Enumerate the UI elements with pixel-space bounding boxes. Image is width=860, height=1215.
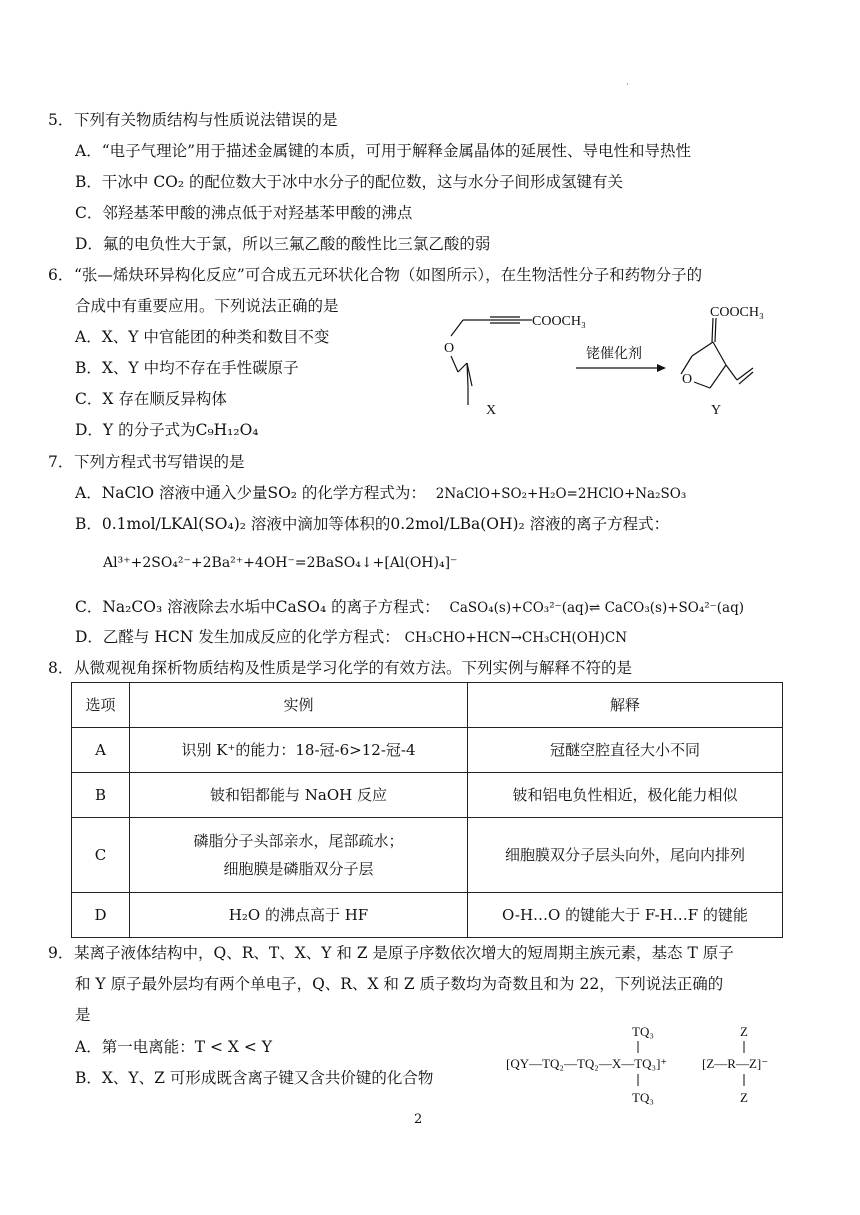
- table-row: [72, 893, 783, 938]
- anion-top-z: Z: [740, 1024, 748, 1039]
- q7-c-text: C．Na₂CO₃ 溶液除去水垢中CaSO₄ 的离子方程式：: [75, 598, 440, 616]
- row-explain: 细胞膜双分子层头向外，尾向内排列: [468, 818, 783, 893]
- q5-option-a: A．“电子气理论”用于描述金属键的本质，可用于解释金属晶体的延展性、导电性和导热性: [75, 142, 692, 160]
- row-example: [130, 818, 468, 893]
- q6-option-c: C．X 存在顺反异构体: [75, 390, 227, 408]
- header-example: 实例: [130, 683, 468, 728]
- ionic-liquid-structure: [504, 1022, 804, 1114]
- q7-d-text: D．乙醛与 HCN 发生加成反应的化学方程式：: [75, 628, 400, 646]
- arrow-head: [657, 364, 666, 372]
- q7-c-equation: CaSO₄(s)+CO₃²⁻(aq)⇌ CaCO₃(s)+SO₄²⁻(aq): [449, 600, 745, 616]
- q9-option-b: B．X、Y、Z 可形成既含离子键又含共价键的化合物: [75, 1069, 434, 1087]
- q7-option-d: [75, 626, 627, 649]
- q6-option-b: B．X、Y 中均不存在手性碳原子: [75, 359, 299, 377]
- row-explain: 铍和铝电负性相近，极化能力相似: [468, 773, 783, 818]
- q5-number: 5．: [48, 111, 74, 129]
- x-label: X: [486, 403, 497, 418]
- row-example: 铍和铝都能与 NaOH 反应: [130, 773, 468, 818]
- q7-d-equation: CH₃CHO+HCN→CH₃CH(OH)CN: [404, 630, 628, 646]
- header-option: 选项: [72, 683, 130, 728]
- table-header-row: [72, 683, 783, 728]
- y-oxygen: O: [682, 372, 693, 387]
- q9-stem1-text: 某离子液体结构中，Q、R、T、X、Y 和 Z 是原子序数依次增大的短周期主族元素，基态 T 原子: [74, 944, 734, 962]
- q8-stem: [48, 657, 632, 679]
- x-oxygen: O: [444, 341, 455, 356]
- row-option: B: [72, 773, 130, 818]
- q7-option-b: B．0.1mol/LKAl(SO₄)₂ 溶液中滴加等体积的0.2mol/LBa(OH)₂ 溶液的离子方程式：: [75, 515, 670, 533]
- q8-table: [71, 682, 783, 938]
- q5-option-b: B．干冰中 CO₂ 的配位数大于冰中水分子的配位数，这与水分子间形成氢键有关: [75, 173, 624, 191]
- q7-stem-text: 下列方程式书写错误的是: [74, 453, 245, 471]
- row-example-line2: 细胞膜是磷脂双分子层: [223, 860, 374, 878]
- header-explain: 解释: [468, 683, 783, 728]
- y-ester-group: COOCH₃: [710, 305, 764, 320]
- q5-stem: [48, 109, 338, 131]
- row-option: C: [72, 818, 130, 893]
- q7-a-equation: 2NaClO+SO₂+H₂O=2HClO+Na₂SO₃: [435, 486, 687, 502]
- row-example-line1: 磷脂分子头部亲水，尾部疏水；: [193, 832, 404, 850]
- q8-stem-text: 从微观视角探析物质结构及性质是学习化学的有效方法。下列实例与解释不符的是: [74, 659, 633, 677]
- table-row: [72, 773, 783, 818]
- x-ester-group: COOCH₃: [532, 314, 586, 329]
- q7-a-text: A．NaClO 溶液中通入少量SO₂ 的化学方程式为：: [75, 484, 426, 502]
- table-row: [72, 818, 783, 893]
- q9-stem-line1: [48, 942, 734, 964]
- cation-bottom-group: TQ₃: [632, 1090, 654, 1105]
- q9-number: 9．: [48, 944, 74, 962]
- q5-option-c: C．邻羟基苯甲酸的沸点低于对羟基苯甲酸的沸点: [75, 204, 413, 222]
- q5-stem-text: 下列有关物质结构与性质说法错误的是: [74, 111, 338, 129]
- table-row: [72, 728, 783, 773]
- row-option: D: [72, 893, 130, 938]
- q7-b-equation: Al³⁺+2SO₄²⁻+2Ba²⁺+4OH⁻=2BaSO₄↓+[Al(OH)₄]⁻: [103, 555, 458, 571]
- catalyst-label: 铑催化剂: [586, 346, 642, 362]
- cation-top-group: TQ₃: [632, 1024, 654, 1039]
- y-label: Y: [711, 403, 722, 418]
- q6-option-d: D．Y 的分子式为C₉H₁₂O₄: [75, 421, 259, 439]
- molecule-x: [451, 317, 532, 405]
- row-explain: 冠醚空腔直径大小不同: [468, 728, 783, 773]
- q6-stem-line1: [48, 264, 702, 286]
- q8-number: 8．: [48, 659, 74, 677]
- cation-chain: [QY—TQ₂—TQ₂—X—TQ₃]⁺: [506, 1056, 668, 1071]
- row-example: H₂O 的沸点高于 HF: [130, 893, 468, 938]
- q6-option-a: A．X、Y 中官能团的种类和数目不变: [75, 328, 330, 346]
- anion-bottom-z: Z: [740, 1090, 748, 1105]
- q6-stem-line2: 合成中有重要应用。下列说法正确的是: [75, 297, 339, 315]
- page-number: 2: [414, 1112, 423, 1127]
- row-explain: O-H…O 的键能大于 F-H…F 的键能: [468, 893, 783, 938]
- q7-stem: [48, 451, 245, 473]
- row-option: A: [72, 728, 130, 773]
- q9-stem-line2: 和 Y 原子最外层均有两个单电子，Q、R、X 和 Z 质子数均为奇数且和为 22，下列说法正确的: [75, 975, 724, 993]
- q9-option-a: A．第一电离能：T < X < Y: [75, 1038, 272, 1056]
- anion-chain: [Z—R—Z]⁻: [702, 1056, 769, 1071]
- reaction-figure: [420, 290, 790, 425]
- stray-mark: ·: [626, 80, 629, 90]
- q7-option-c: [75, 596, 744, 619]
- q9-stem-line3: 是: [75, 1006, 91, 1024]
- q6-number: 6．: [48, 266, 74, 284]
- q7-option-a: [75, 482, 686, 505]
- q6-stem1-text: “张—烯炔环异构化反应”可合成五元环状化合物（如图所示），在生物活性分子和药物分子的: [74, 266, 703, 284]
- row-example: 识别 K⁺的能力：18-冠-6>12-冠-4: [130, 728, 468, 773]
- q5-option-d: D．氟的电负性大于氯，所以三氟乙酸的酸性比三氯乙酸的弱: [75, 235, 491, 253]
- q7-number: 7．: [48, 453, 74, 471]
